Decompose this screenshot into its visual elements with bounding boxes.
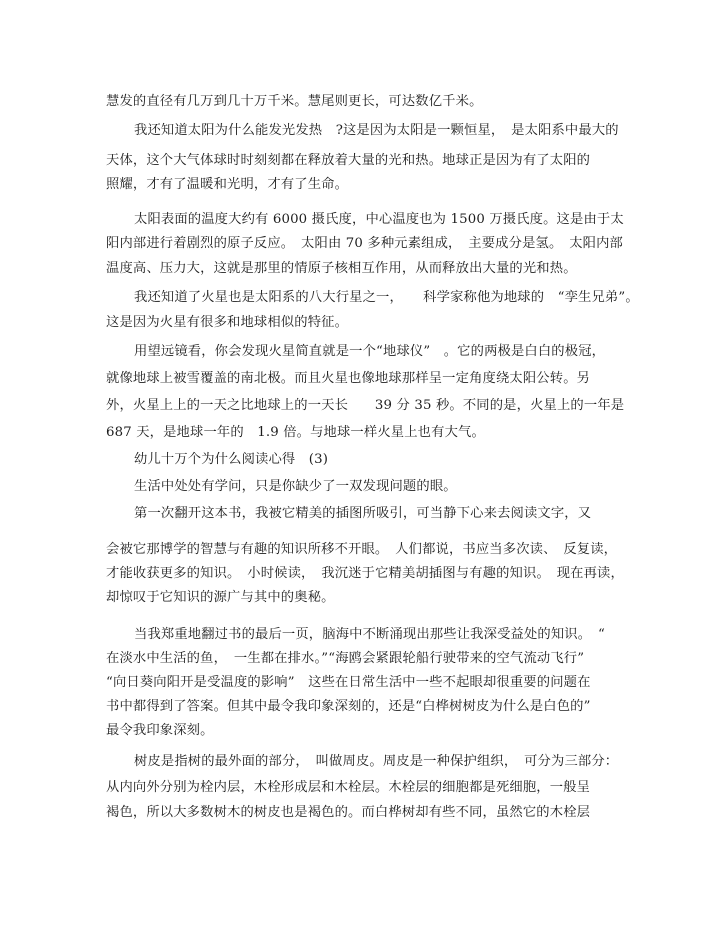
text-line: 外，火星上上的一天之比地球上的一天长 39 分 35 秒。不同的是，火星上的一年是	[106, 398, 625, 413]
text-line: 温度高、压力大，这就是那里的情原子核相互作用，从而释放出大量的光和热。	[106, 261, 577, 276]
text-line: 书中都得到了答案。但其中最令我印象深刻的，还是“白桦树树皮为什么是白色的”	[106, 699, 591, 714]
text-line: 用望远镜看，你会发现火星简直就是一个“地球仪” 。它的两极是白白的极冠，	[134, 344, 606, 359]
text-line: 慧发的直径有几万到几十万千米。慧尾则更长，可达数亿千米。	[106, 94, 483, 109]
text-line: 从内向外分别为栓内层，木栓形成层和木栓层。木栓层的细胞都是死细胞，一般呈	[106, 780, 591, 795]
text-line: 在淡水中生活的鱼， 一生都在排水。”“海鸥会紧跟轮船行驶带来的空气流动飞行”	[106, 651, 585, 666]
text-line: 就像地球上被雪覆盖的南北极。而且火星也像地球那样呈一定角度绕太阳公转。另	[106, 371, 591, 386]
text-line: 树皮是指树的最外面的部分， 叫做周皮。周皮是一种保护组织， 可分为三部分：	[134, 754, 619, 769]
text-line: 第一次翻开这本书，我被它精美的插图所吸引，可当静下心来去阅读文字，又	[134, 506, 592, 521]
text-line: 太阳表面的温度大约有 6000 摄氏度，中心温度也为 1500 万摄氏度。这是由于太	[134, 212, 624, 227]
text-line: 天体，这个大气体球时时刻刻都在释放着大量的光和热。地球正是因为有了太阳的	[106, 153, 591, 168]
text-line: 我还知道了火星也是太阳系的八大行星之一， 科学家称他为地球的 “孪生兄弟”。	[134, 290, 639, 305]
text-line: 687 天，是地球一年的 1.9 倍。与地球一样火星上也有大气。	[106, 425, 485, 440]
text-line: “向日葵向阳开是受温度的影响” 这些在日常生活中一些不起眼却很重要的问题在	[106, 675, 591, 690]
text-line: 却惊叹于它知识的源广与其中的奥秘。	[106, 590, 335, 605]
text-line: 当我郑重地翻过书的最后一页，脑海中不断涌现出那些让我深受益处的知识。 “	[134, 627, 605, 642]
text-line: 才能收获更多的知识。 小时候读， 我沉迷于它精美胡插图与有趣的知识。 现在再读，	[106, 566, 624, 581]
text-line: 生活中处处有学问，只是你缺少了一双发现问题的眼。	[134, 479, 457, 494]
text-line: 阳内部进行着剧烈的原子反应。 太阳由 70 多种元素组成， 主要成分是氢。 太阳内部	[106, 236, 624, 251]
text-line: 最令我印象深刻。	[106, 723, 214, 738]
text-line: 褐色，所以大多数树木的树皮也是褐色的。而白桦树却有些不同，虽然它的木栓层	[106, 805, 591, 820]
text-line: 照耀，才有了温暖和光明，才有了生命。	[106, 177, 349, 192]
text-line: 这是因为火星有很多和地球相似的特征。	[106, 315, 349, 330]
text-line: 我还知道太阳为什么能发光发热 ?这是因为太阳是一颗恒星， 是太阳系中最大的	[134, 123, 619, 138]
text-line: 幼儿十万个为什么阅读心得 (3)	[134, 452, 329, 467]
text-line: 会被它那博学的智慧与有趣的知识所移不开眼。 人们都说，书应当多次读、 反复读，	[106, 542, 618, 557]
